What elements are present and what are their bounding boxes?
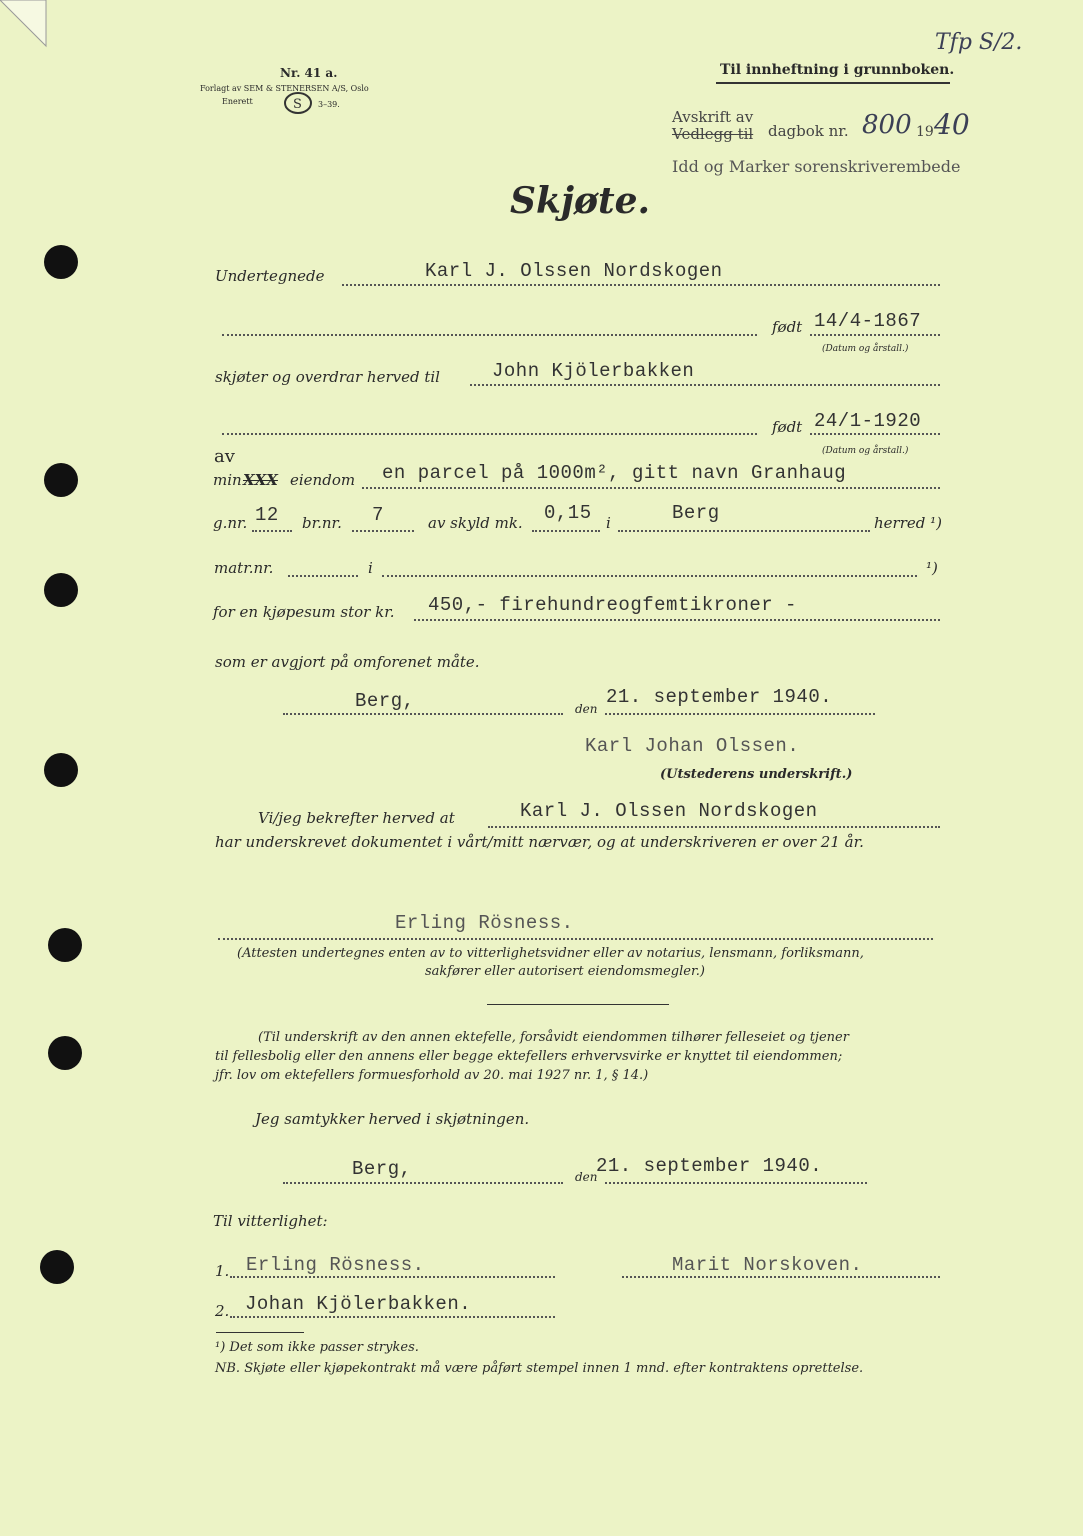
attest-note-1: (Attesten undertegnes enten av to vitterlighetsvidner eller av notarius, lensmann, forliksmann,: [237, 946, 864, 961]
eiendom-label: eiendom: [290, 471, 356, 489]
signing-place: Berg,: [355, 690, 415, 712]
publisher: Forlagt av SEM & STENERSEN A/S, Oslo: [200, 84, 369, 93]
dotted-line: [810, 334, 940, 336]
herred-name: Berg: [672, 502, 720, 524]
spouse-note-1: (Til underskrift av den annen ektefelle, forsåvidt eiendommen tilhører felleseiet og tjener: [258, 1030, 849, 1045]
printer-logo-icon: [284, 92, 312, 114]
form-number: Nr. 41 a.: [280, 66, 338, 80]
dotted-line: [230, 1276, 555, 1278]
print-date: 3–39.: [318, 100, 340, 109]
binding-underline: [716, 82, 950, 84]
dotted-line: [362, 487, 940, 489]
av-insert: av: [214, 446, 235, 467]
fodt-label: født: [772, 318, 803, 336]
dotted-line: [288, 575, 358, 577]
dotted-line: [470, 384, 940, 386]
stamp-year: 40: [934, 108, 970, 141]
consent-place: Berg,: [352, 1158, 412, 1180]
stamp-over-text: Avskrift av: [672, 108, 754, 126]
footnote-2: NB. Skjøte eller kjøpekontrakt må være påført stempel innen 1 mnd. efter kontraktens oprettelse.: [215, 1361, 864, 1376]
min-struck: XXX: [243, 471, 278, 489]
exclusive-rights: Enerett: [222, 97, 253, 106]
dotted-line: [382, 575, 917, 577]
herred-label: herred ¹): [874, 514, 942, 532]
skyld-value: 0,15: [544, 502, 592, 524]
dotted-line: [622, 1276, 940, 1278]
issuer-caption: (Utstederens underskrift.): [660, 767, 853, 782]
punch-hole: [48, 1036, 82, 1070]
i-label: i: [606, 514, 611, 532]
dotted-line: [342, 284, 940, 286]
fodt-label-2: født: [772, 418, 803, 436]
stamp-year-prefix: 19: [916, 124, 934, 140]
gnr-value: 12: [255, 504, 279, 526]
witness-1: Erling Rösness.: [246, 1254, 425, 1276]
property-description: en parcel på 1000m², gitt navn Granhaug: [382, 462, 847, 484]
dotted-line: [488, 826, 940, 828]
punch-hole: [44, 245, 78, 279]
issuer-signature: Karl Johan Olssen.: [585, 735, 800, 757]
witness-number-2: 2.: [215, 1302, 230, 1320]
punch-hole: [44, 753, 78, 787]
skyld-label: av skyld mk.: [428, 514, 523, 532]
punch-hole: [40, 1250, 74, 1284]
attest-prefix: Vi/jeg bekrefter herved at: [258, 809, 455, 827]
price-value: 450,- firehundreogfemtikroner -: [428, 594, 797, 616]
dotted-line: [605, 1182, 867, 1184]
punch-hole: [44, 573, 78, 607]
gnr-label: g.nr.: [213, 514, 248, 532]
seller-birthdate: 14/4-1867: [814, 310, 922, 332]
footnote-divider: [216, 1332, 304, 1333]
matr-note: ¹): [926, 559, 938, 577]
signing-date: 21. september 1940.: [606, 686, 833, 708]
matr-i-label: i: [368, 559, 373, 577]
price-label: for en kjøpesum stor kr.: [213, 603, 395, 621]
footnote-1: ¹) Det som ikke passer strykes.: [215, 1340, 419, 1355]
stamp-court: Idd og Marker sorenskriverembede: [672, 157, 961, 176]
den-label: den: [575, 702, 598, 716]
spouse-note-3: jfr. lov om ektefellers formuesforhold av 20. mai 1927 nr. 1, § 14.): [215, 1068, 649, 1083]
dotted-line: [222, 433, 757, 435]
dotted-line: [618, 530, 870, 532]
witness-signature: Erling Rösness.: [395, 912, 574, 934]
dotted-line: [414, 619, 940, 621]
stamp-struck-text: Vedlegg til: [672, 125, 754, 143]
punch-hole: [44, 463, 78, 497]
dotted-line: [252, 530, 292, 532]
brnr-value: 7: [372, 504, 384, 526]
dotted-line: [222, 334, 757, 336]
punch-hole: [48, 928, 82, 962]
matrnr-label: matr.nr.: [214, 559, 274, 577]
datum-hint: (Datum og årstall.): [822, 344, 909, 354]
divider: [487, 1004, 669, 1005]
document-title: Skjøte.: [510, 180, 651, 222]
corner-note: Tfp S/2.: [935, 30, 1023, 55]
undertegnede-label: Undertegnede: [215, 267, 325, 285]
spouse-note-2: til fellesbolig eller den annens eller begge ektefellers erhvervsvirke er knyttet til eiendommen;: [215, 1049, 843, 1064]
consent-date: 21. september 1940.: [596, 1155, 823, 1177]
transfer-label: skjøter og overdrar herved til: [215, 368, 440, 386]
dotted-line: [352, 530, 414, 532]
dotted-line: [532, 530, 600, 532]
binding-note: Til innheftning i grunnboken.: [720, 62, 955, 78]
stamp-number: 800: [862, 110, 912, 140]
stamp-dagbok-label: dagbok nr.: [768, 122, 849, 140]
buyer-name: John Kjölerbakken: [492, 360, 695, 382]
attest-note-2: sakfører eller autorisert eiendomsmegler.): [425, 964, 705, 979]
dotted-line: [810, 433, 940, 435]
brnr-label: br.nr.: [302, 514, 342, 532]
dotted-line: [218, 938, 933, 940]
dotted-line: [283, 1182, 563, 1184]
attest-line2: har underskrevet dokumentet i vårt/mitt nærvær, og at underskriveren er over 21 år.: [215, 833, 864, 851]
consent-text: Jeg samtykker herved i skjøtningen.: [255, 1110, 530, 1128]
witness-2: Johan Kjölerbakken.: [245, 1293, 472, 1315]
svg-text:S: S: [293, 97, 302, 112]
dotted-line: [230, 1316, 555, 1318]
dotted-line: [605, 713, 875, 715]
min-label: min: [213, 471, 242, 489]
seller-name: Karl J. Olssen Nordskogen: [425, 260, 723, 282]
dotted-line: [283, 713, 563, 715]
witnesses-label: Til vitterlighet:: [213, 1212, 328, 1230]
folded-corner: [0, 0, 50, 50]
buyer-birthdate: 24/1-1920: [814, 410, 922, 432]
witness-number-1: 1.: [215, 1262, 230, 1280]
witness-1b: Marit Norskoven.: [672, 1254, 863, 1276]
consent-den-label: den: [575, 1170, 598, 1184]
datum-hint-2: (Datum og årstall.): [822, 446, 909, 456]
agreed-text: som er avgjort på omforenet måte.: [215, 653, 480, 671]
attested-name: Karl J. Olssen Nordskogen: [520, 800, 818, 822]
